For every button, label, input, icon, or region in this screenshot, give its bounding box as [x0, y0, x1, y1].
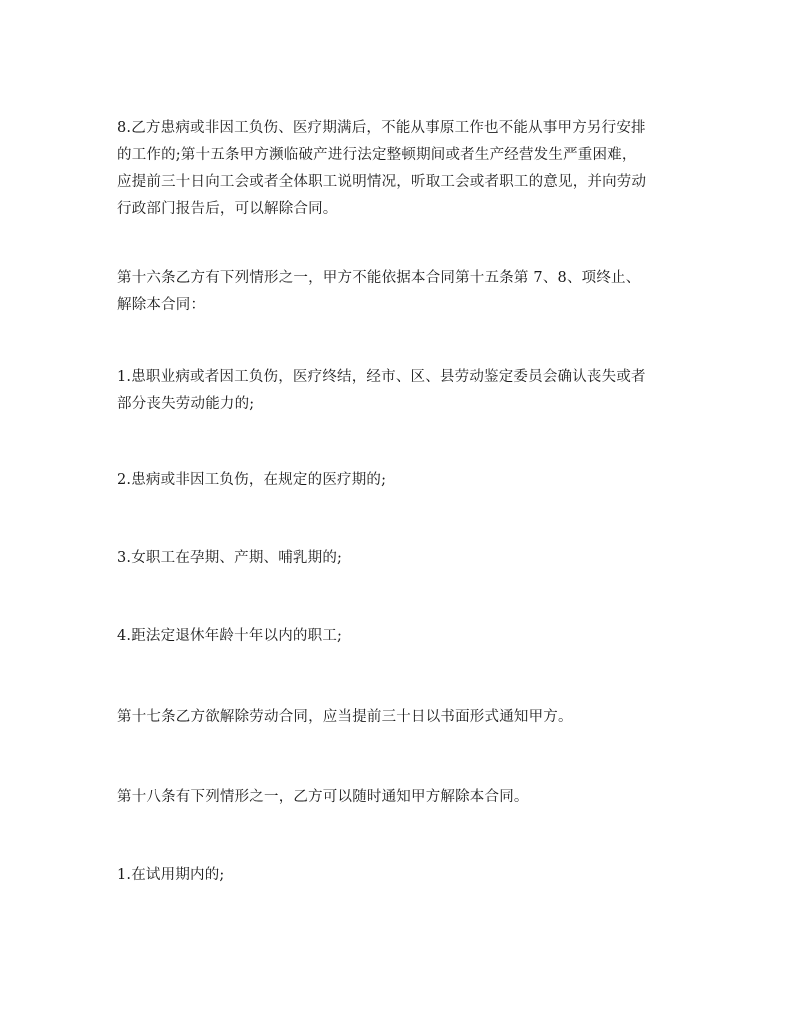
paragraph-item-1-occupational-disease: 1.患职业病或者因工负伤，医疗终结，经市、区、县劳动鉴定委员会确认丧失或者 部分丧失劳动能力的; — [117, 369, 646, 412]
paragraph-item-2-medical-period: 2.患病或非因工负伤，在规定的医疗期的; — [117, 472, 387, 488]
paragraph-item-8-termination: 8.乙方患病或非因工负伤、医疗期满后，不能从事原工作也不能从事甲方另行安排 的工作的;第十五条甲方濒临破产进行法定整顿期间或者生产经营发生严重困难， 应提前三十日向工会或者全体职工说明情况，听取工会或者职工的意见，并向劳动 行政部门报告后，可以解除合同。 — [117, 120, 647, 217]
paragraph-article-16: 第十六条乙方有下列情形之一，甲方不能依据本合同第十五条第 7、8、项终止、 解除本合同： — [117, 270, 641, 313]
paragraph-item-4-retirement: 4.距法定退休年龄十年以内的职工; — [117, 628, 343, 644]
paragraph-item-1-probation: 1.在试用期内的; — [117, 867, 225, 883]
paragraph-item-3-female-worker: 3.女职工在孕期、产期、哺乳期的; — [117, 550, 343, 566]
paragraph-article-18: 第十八条有下列情形之一，乙方可以随时通知甲方解除本合同。 — [117, 789, 529, 805]
paragraph-article-17: 第十七条乙方欲解除劳动合同，应当提前三十日以书面形式通知甲方。 — [117, 709, 573, 725]
